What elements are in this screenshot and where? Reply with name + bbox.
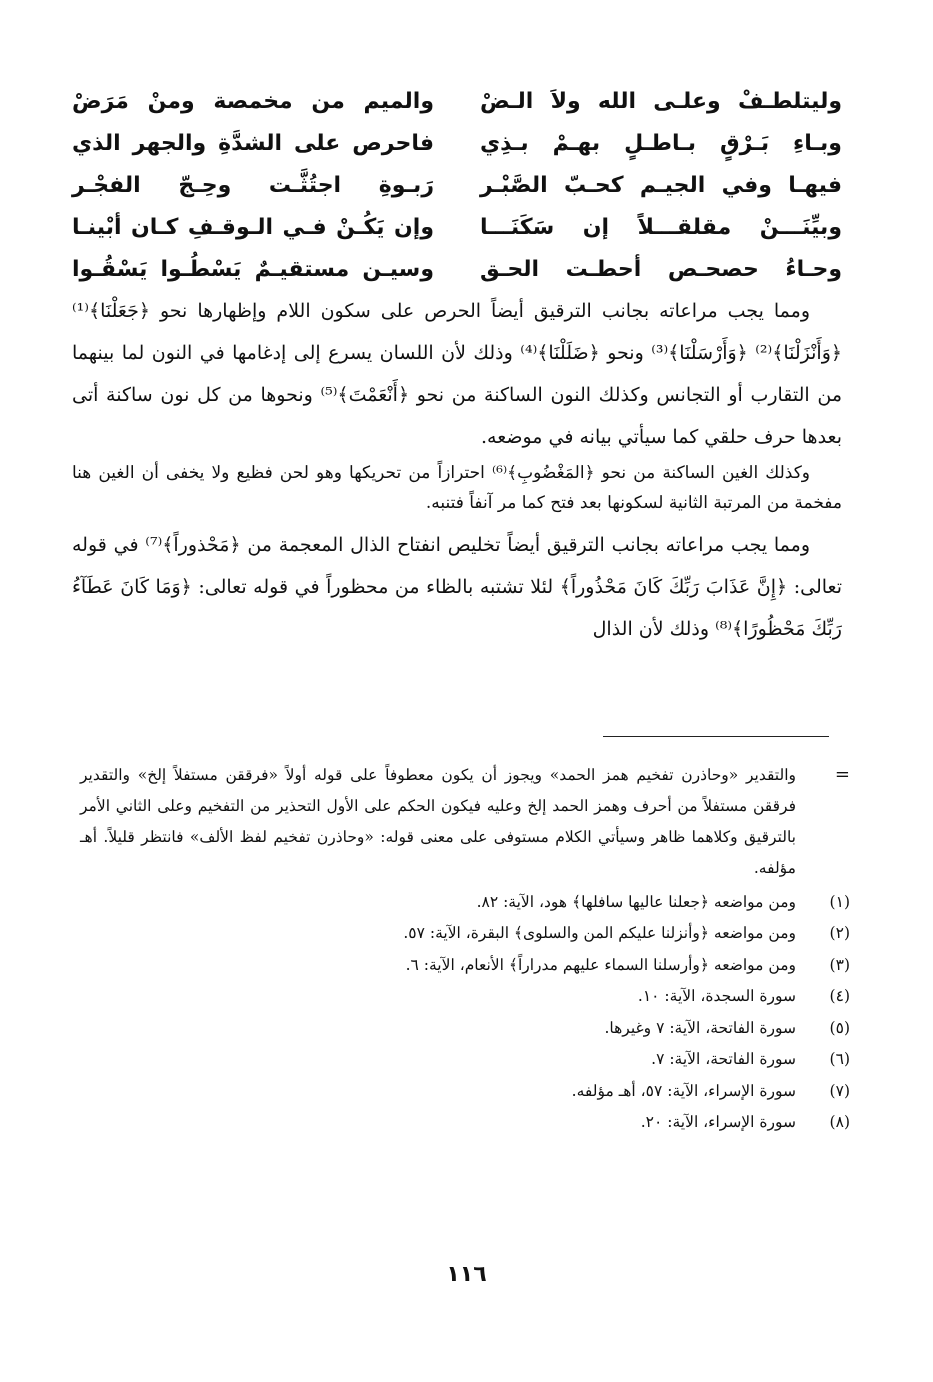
paragraph-text: ومما يجب مراعاته بجانب الترقيق أيضاً الحرص على سكون اللام وإظهارها نحو ﴿جَعَلْنَا﴾⁽¹⁾ ﴿وَأَنْزَلْنَا﴾⁽²⁾ ﴿وَأَرْسَلْنَا﴾⁽³⁾ ونحو ﴿ضَلَلْنَا﴾⁽⁴⁾ وذلك لأن اللسان يسرع إلى إدغامها في النون لما بينهما من التقارب أو التجانس وكذلك النون الساكنة من نحو ﴿أَنْعَمْتَ﴾⁽⁵⁾ ونحوها من كل نون ساكنة أتى بعدها حرف حلقي كما سيأتي بيانه في موضعه. <box>72 300 843 448</box>
continuation-mark: = <box>834 764 850 785</box>
poem-verse <box>72 206 842 248</box>
verse-left-hemistich: والميم من مخمصة ومنْ مَرَضْ <box>72 88 434 114</box>
paragraph-dhal <box>72 524 842 650</box>
footnote-text: سورة الإسراء، الآية: ٢٠. <box>640 1113 796 1132</box>
footnote-text: سورة السجدة، الآية: ١٠. <box>637 987 796 1006</box>
footnote-item <box>80 1012 850 1044</box>
poem-verse <box>72 248 842 290</box>
footnote-text: سورة الفاتحة، الآية: ٧ وغيرها. <box>604 1018 796 1037</box>
verse-right-hemistich: فيهـا وفي الجيـم كحـبّ الصَّبْـر <box>480 172 842 198</box>
paragraph-lam-sukun <box>72 290 842 458</box>
paragraph-text: وكذلك الغين الساكنة من نحو ﴿المَغْضُوبِ﴾⁽⁶⁾ احترازاً من تحريكها وهو لحن فظيع ولا يخفى أن الغين هنا مفخمة من المرتبة الثانية لسكونها بعد فتح كما مر آنفاً فتنبه. <box>72 463 842 513</box>
footnote-item <box>80 886 850 918</box>
footnote-text: ومن مواضعه ﴿وأرسلنا السماء عليهم مدراراً﴾ الأنعام، الآية: ٦. <box>405 955 796 974</box>
footnote-list <box>80 886 850 1138</box>
footnote-number: (٤) <box>829 987 850 1006</box>
footnote-number: (٧) <box>829 1081 850 1100</box>
paragraph-text: ومما يجب مراعاته بجانب الترقيق أيضاً تخليص انفتاح الذال المعجمة من ﴿مَحْذوراً﴾⁽⁷⁾ في قوله تعالى: ﴿إِنَّ عَذَابَ رَبِّكَ كَانَ مَحْذُوراً﴾ لئلا تشتبه بالظاء من محظوراً في قوله تعالى: ﴿وَمَا كَانَ عَطَآءُ رَبِّكَ مَحْظُورًا﴾⁽⁸⁾ وذلك لأن الذال <box>72 534 842 640</box>
footnote-separator <box>603 736 829 737</box>
footnote-item <box>80 918 850 950</box>
verse-right-hemistich: وليتلطـفْ وعلـى الله ولاَ الـضْ <box>480 88 842 114</box>
footnotes <box>80 760 850 1138</box>
footnote-item <box>80 1044 850 1076</box>
footnote-item <box>80 949 850 981</box>
poem-verse <box>72 164 842 206</box>
verse-right-hemistich: وبيِّنَـــنْ مقلقـــلاً إن سَكَنَـــا <box>480 214 842 240</box>
footnote-number: (٣) <box>829 955 850 974</box>
footnote-text: ومن مواضعه ﴿جعلنا عاليها سافلها﴾ هود، الآية: ٨٢. <box>476 892 796 911</box>
footnote-item <box>80 1075 850 1107</box>
verse-right-hemistich: وبـاءِ بَـرْقٍ بـاطـلٍ بهـمْ بـذِي <box>480 130 842 156</box>
footnote-number: (٦) <box>829 1050 850 1069</box>
footnote-text: ومن مواضعه ﴿وأنزلنا عليكم المن والسلوى﴾ البقرة، الآية: ٥٧. <box>403 924 796 943</box>
verse-left-hemistich: وسيـن مستقيـمٌ يَسْطُـوا يَسْقُـوا <box>72 256 434 282</box>
paragraph-ghain <box>72 458 842 518</box>
verse-left-hemistich: وإن يَكُـنْ فـي الـوقـفِ كـان أبْينـا <box>72 214 434 240</box>
footnote-number: (٢) <box>829 924 850 943</box>
footnote-text: سورة الإسراء، الآية: ٥٧، أهـ مؤلفه. <box>571 1081 796 1100</box>
footnote-number: (١) <box>829 892 850 911</box>
poem-verse <box>72 80 842 122</box>
poem-block <box>72 80 842 290</box>
footnote-text: سورة الفاتحة، الآية: ٧. <box>651 1050 796 1069</box>
footnote-number: (٥) <box>829 1018 850 1037</box>
verse-right-hemistich: وحـاءُ حصحـص أحطـت الحـق <box>480 256 842 282</box>
verse-left-hemistich: فاحرص على الشدَّةِ والجهر الذي <box>72 130 434 156</box>
footnote-item <box>80 1107 850 1139</box>
footnote-continuation: والتقدير «وحاذرن تفخيم همز الحمد» ويجوز أن يكون معطوفاً على قوله أولاً «فرققن مستفلاً إلخ» والتقدير فرققن مستفلاً من أحرف وهمز الحمد إلخ وعليه فيكون الحكم على الأول التحذير من التفخيم وعلى الثاني الأمر بالترقيق وكلاهما ظاهر وسيأتي الكلام مستوفى على معنى قوله: «وحاذرن تفخيم لفظ الألف» فانتظر قليلاً. أهـ مؤلفه. <box>80 766 796 877</box>
footnote-item <box>80 981 850 1013</box>
footnote-number: (٨) <box>829 1113 850 1132</box>
verse-left-hemistich: رَبـوةِ اجتُثَّـت وحِـجّ الفجْـر <box>72 172 434 198</box>
poem-verse <box>72 122 842 164</box>
page-number: ١١٦ <box>446 1262 487 1287</box>
main-text <box>72 290 842 650</box>
